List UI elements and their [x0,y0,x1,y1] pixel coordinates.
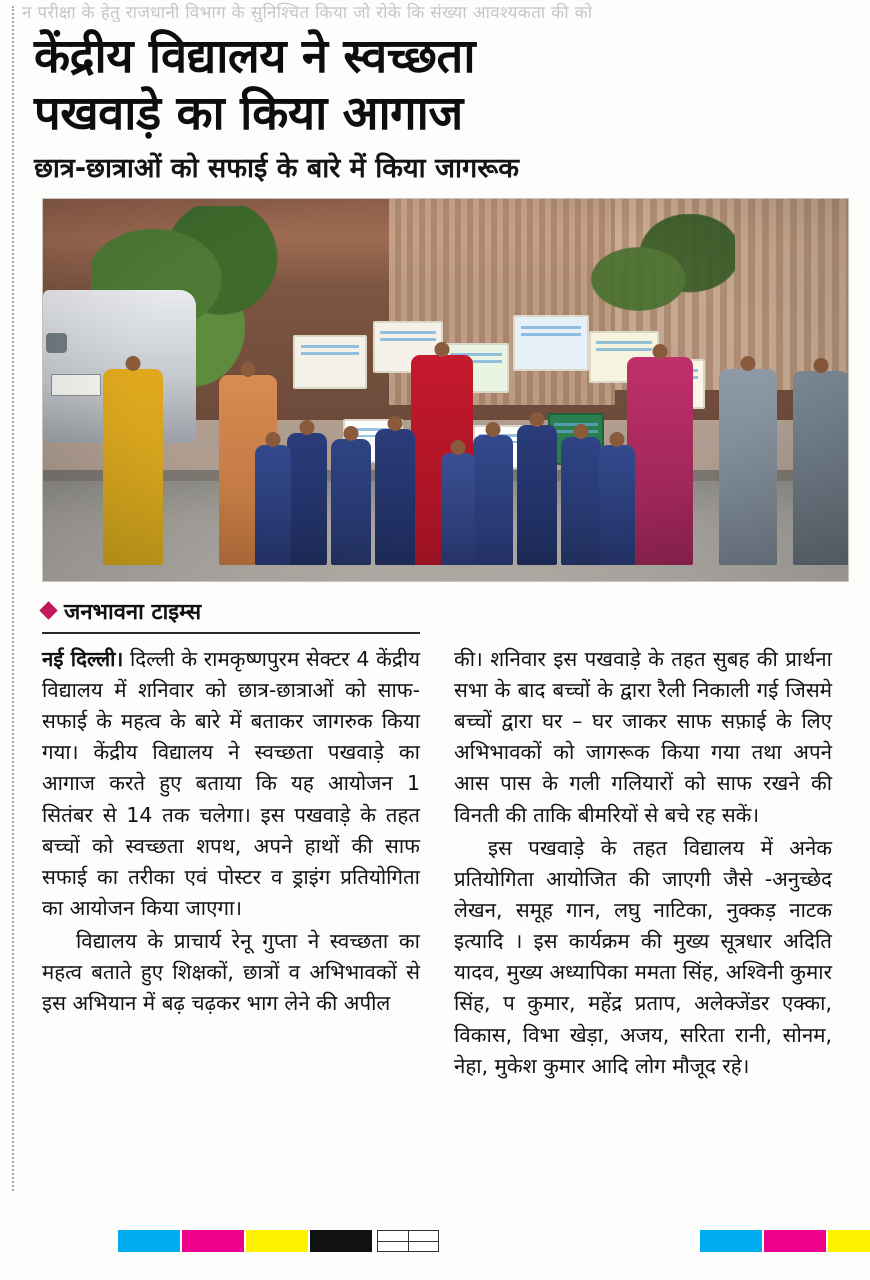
article-content [34,28,848,1280]
article-columns [42,644,848,1084]
article-paragraph [42,644,420,924]
photo-person-student [473,435,513,565]
article-paragraph: विद्यालय के प्राचार्य रेनू गुप्ता ने स्वच्छता का महत्व बताते हुए शिक्षकों, छात्रों व अभिभावकों से इस अभियान में बढ़ चढ़कर भाग लेने की अपील [42,929,420,1016]
page-title [34,28,848,143]
registration-grid-swatch [377,1230,439,1252]
magenta-swatch [764,1230,826,1252]
photo-person-student [287,433,327,565]
photo-person-adult [719,369,777,565]
byline [42,596,420,626]
photo-person-adult [103,369,163,565]
article-paragraph: इस पखवाड़े के तहत विद्यालय में अनेक प्रतियोगिता आयोजित की जाएगी जैसे -अनुच्छेद लेखन, समूह गान, लघु नाटिका, नुक्कड़ नाटक इत्यादि । इस कार्यक्रम की मुख्य सूत्रधार अदिति यादव, मुख्य अध्यापिका ममता सिंह, अश्विनी कुमार सिंह, प कुमार, महेंद्र प्रताप, अलेक्जेंडर एक्का, विकास, विभा खेड़ा, अजय, सरिता रानी, सोनम, नेहा, मुकेश कुमार आदि लोग मौजूद रहे। [454,835,832,1078]
photo-person-student [441,453,475,565]
photo-placard [513,315,589,371]
cyan-swatch [700,1230,762,1252]
column-divider-rule [12,6,14,1191]
article-column-right [454,644,832,1084]
photo-person-adult [793,371,849,565]
article-paragraph-text: दिल्ली के रामकृष्णपुरम सेक्टर 4 केंद्रीय विद्यालय में शनिवार को छात्र-छात्राओं को साफ- सफाई के महत्व के बारे में बताकर जागरुक किया गया। केंद्रीय विद्यालय ने स्वच्छता पखवाड़े का आगाज करते हुए बताया कि यह आयोजन 1 सितंबर से 14 तक चलेगा। इस पखवाड़े के तहत बच्चों को स्वच्छता शपथ, अपने हाथों की साफ सफाई का तरीका एवं पोस्टर व ड्राइंग प्रतियोगिता का आयोजन किया जाएगा। [42,646,420,920]
photo-person-student [255,445,291,565]
yellow-swatch [246,1230,308,1252]
photo-person-student [331,439,371,565]
subheadline: छात्र-छात्राओं को सफाई के बारे में किया जागरूक [34,152,519,184]
byline-underline [42,632,420,634]
photo-person-adult [627,357,693,565]
yellow-swatch [828,1230,870,1252]
dateline-city: नई दिल्ली। [42,646,124,671]
byline-block [42,596,420,634]
black-swatch [310,1230,372,1252]
headline-line-2: पखवाड़े का किया आगाज [34,86,463,142]
byline-label: जनभावना टाइम्स [64,599,202,625]
previous-article-text-fragment: न परीक्षा के हेतु राजधानी विभाग के सुनिश्चित किया जो रोके कि संख्या आवश्यकता की को [22,3,593,22]
photo-placard [293,335,367,389]
print-registration-bar [0,1230,870,1252]
photo-person-student [375,429,415,565]
photo-person-student [599,445,635,565]
photo-crowd [43,313,848,565]
magenta-swatch [182,1230,244,1252]
photo-person-student [517,425,557,565]
headline-line-1: केंद्रीय विद्यालय ने स्वच्छता [34,29,475,84]
article-column-left [42,644,420,1084]
cyan-swatch [118,1230,180,1252]
article-paragraph: की। शनिवार इस पखवाड़े के तहत सुबह की प्रार्थना सभा के बाद बच्चों के द्वारा रैली निकाली गई जिसमे बच्चों द्वारा घर – घर जाकर साफ सफ़ाई के लिए अभिभावकों को जागरूक किया गया तथा अपने आस पास के गली गलियारों को साफ रखने की विनती की ताकि बीमरियों से बचे रह सकें। [454,646,832,827]
diamond-bullet-icon [39,602,57,620]
article-photo [42,198,849,582]
photo-person-student [561,437,601,565]
